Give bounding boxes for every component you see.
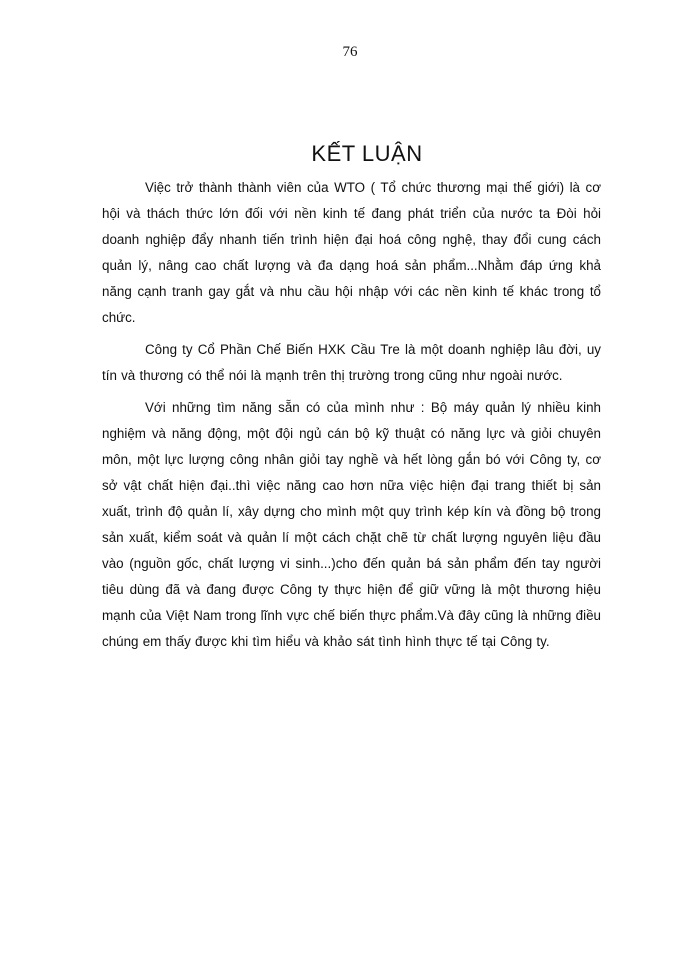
paragraph-company: Công ty Cổ Phần Chế Biến HXK Cầu Tre là một doanh nghiệp lâu đời, uy tín và thương có thể nói là mạnh trên thị trường trong cũng như ngoài nước. (102, 342, 601, 383)
page-number: 76 (342, 44, 358, 60)
paragraph-potential: Với những tìm năng sẵn có của mình như : Bộ máy quản lý nhiều kinh nghiệm và năng động, một đội ngủ cán bộ kỹ thuật có năng lực và giỏi chuyên môn, một lực lượng công nhân giỏi tay nghề và hết lòng gắn bó với Công ty, cơ sở vật chất hiện đại..thì việc năng cao hơn nữa việc hiện đại trang thiết bị sản xuất, trình độ quản lí, xây dựng cho mình một quy trình kép kín và đồng bộ trong sản xuất, kiểm soát và quản lí một cách chặt chẽ từ chất lượng nguyên liệu đầu vào (nguồn gốc, chất lượng vi sinh...)cho đến quản bá sản phẩm đến tay người tiêu dùng đã và đang được Công ty thực hiện để giữ vững là một thương hiệu mạnh của Việt Nam trong lĩnh vực chế biến thực phẩm.Và đây cũng là những điều chúng em thấy được khi tìm hiểu và khảo sát tình hình thực tế tại Công ty. (102, 400, 601, 649)
page-title: KẾT LUẬN (311, 140, 423, 166)
paragraph-wto: Việc trở thành thành viên của WTO ( Tổ chức thương mại thế giới) là cơ hội và thách thức lớn đối với nền kinh tế đang phát triển của nước ta Đòi hỏi doanh nghiệp đẩy nhanh tiến trình hiện đại hoá công nghệ, thay đổi cung cách quản lý, nâng cao chất lượng và đa dạng hoá sản phẩm...Nhằm đáp ứng khả năng cạnh tranh gay gắt và nhu cầu hội nhập với các nền kinh tế khác trong tổ chức. (102, 180, 601, 325)
conclusion-body (102, 175, 601, 669)
